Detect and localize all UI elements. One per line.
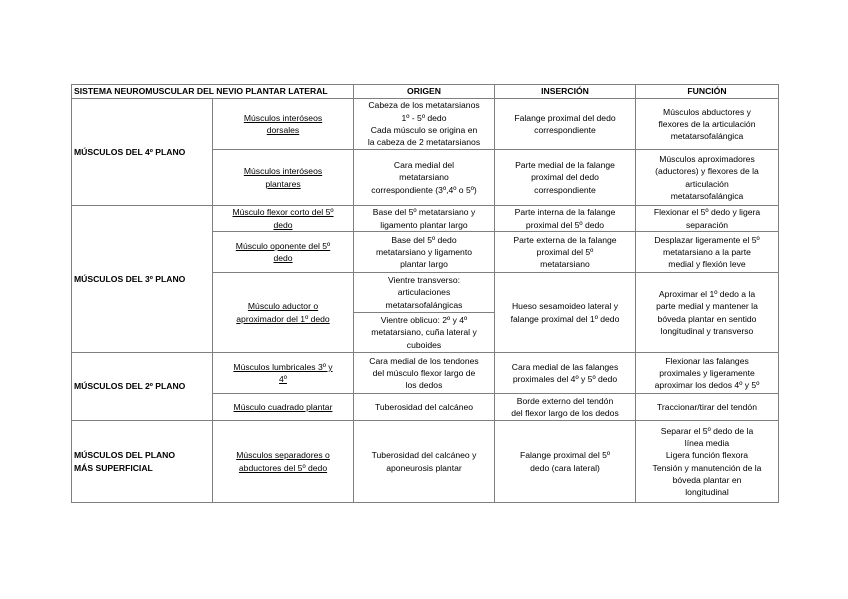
function-cell: Separar el 5º dedo de la línea media Ligera función flexora Tensión y manutención de la bóveda plantar en longitudinal: [636, 421, 779, 503]
insertion-cell: Parte externa de la falange proximal del 5º metatarsiano: [495, 232, 636, 273]
muscle-name: Músculos separadores o abductores del 5º dedo: [213, 421, 354, 503]
origin-cell: Base del 5º metatarsiano y ligamento plantar largo: [354, 206, 495, 232]
function-cell: Músculos abductores y flexores de la articulación metatarsofalángica: [636, 99, 779, 150]
function-cell: Traccionar/tirar del tendón: [636, 394, 779, 421]
function-cell: Aproximar el 1º dedo a la parte medial y mantener la bóveda plantar en sentido longitudinal y transverso: [636, 273, 779, 353]
insertion-cell: Borde externo del tendón del flexor largo de los dedos: [495, 394, 636, 421]
origin-cell: Cara medial de los tendones del músculo flexor largo de los dedos: [354, 353, 495, 394]
table-row: [72, 206, 779, 232]
plane-label: MÚSCULOS DEL 2º PLANO: [72, 353, 213, 421]
insertion-cell: Cara medial de las falanges proximales del 4º y 5º dedo: [495, 353, 636, 394]
muscle-name: Músculos interóseos plantares: [213, 150, 354, 206]
insertion-cell: Parte medial de la falange proximal del dedo correspondiente: [495, 150, 636, 206]
insertion-cell: Hueso sesamoideo lateral y falange proximal del 1º dedo: [495, 273, 636, 353]
origin-cell: Cara medial del metatarsiano correspondiente (3º,4º o 5º): [354, 150, 495, 206]
muscle-name: Músculo flexor corto del 5º dedo: [213, 206, 354, 232]
header-system: SISTEMA NEUROMUSCULAR DEL NEVIO PLANTAR LATERAL: [72, 85, 354, 99]
header-origin: ORIGEN: [354, 85, 495, 99]
insertion-cell: Falange proximal del 5º dedo (cara lateral): [495, 421, 636, 503]
origin-cell-bottom: Vientre oblicuo: 2º y 4º metatarsiano, cuña lateral y cuboides: [354, 313, 495, 353]
plane-label: MÚSCULOS DEL PLANO MÁS SUPERFICIAL: [72, 421, 213, 503]
muscle-name: Músculo oponente del 5º dedo: [213, 232, 354, 273]
insertion-cell: Parte interna de la falange proximal del 5º dedo: [495, 206, 636, 232]
plane-label: MÚSCULOS DEL 4º PLANO: [72, 99, 213, 206]
origin-cell-top: Vientre transverso: articulaciones metatarsofalángicas: [354, 273, 495, 313]
muscle-table: [71, 84, 779, 503]
origin-cell: Tuberosidad del calcáneo y aponeurosis plantar: [354, 421, 495, 503]
table-row: [72, 99, 779, 150]
function-cell: Músculos aproximadores (aductores) y flexores de la articulación metatarsofalángica: [636, 150, 779, 206]
table-row: [72, 353, 779, 394]
header-insertion: INSERCIÓN: [495, 85, 636, 99]
muscle-name: Músculos lumbricales 3º y 4º: [213, 353, 354, 394]
function-cell: Desplazar ligeramente el 5º metatarsiano a la parte medial y flexión leve: [636, 232, 779, 273]
function-cell: Flexionar el 5º dedo y ligera separación: [636, 206, 779, 232]
origin-cell: Tuberosidad del calcáneo: [354, 394, 495, 421]
muscle-name: Músculos interóseos dorsales: [213, 99, 354, 150]
header-function: FUNCIÓN: [636, 85, 779, 99]
origin-cell: Cabeza de los metatarsianos 1º - 5º dedo Cada músculo se origina en la cabeza de 2 metatarsianos: [354, 99, 495, 150]
insertion-cell: Falange proximal del dedo correspondiente: [495, 99, 636, 150]
muscle-name: Músculo cuadrado plantar: [213, 394, 354, 421]
muscle-name: Músculo aductor o aproximador del 1º dedo: [213, 273, 354, 353]
plane-label: MÚSCULOS DEL 3º PLANO: [72, 206, 213, 353]
table-row: [72, 421, 779, 503]
function-cell: Flexionar las falanges proximales y ligeramente aproximar los dedos 4º y 5º: [636, 353, 779, 394]
origin-cell: Base del 5º dedo metatarsiano y ligamento plantar largo: [354, 232, 495, 273]
header-row: [72, 85, 779, 99]
